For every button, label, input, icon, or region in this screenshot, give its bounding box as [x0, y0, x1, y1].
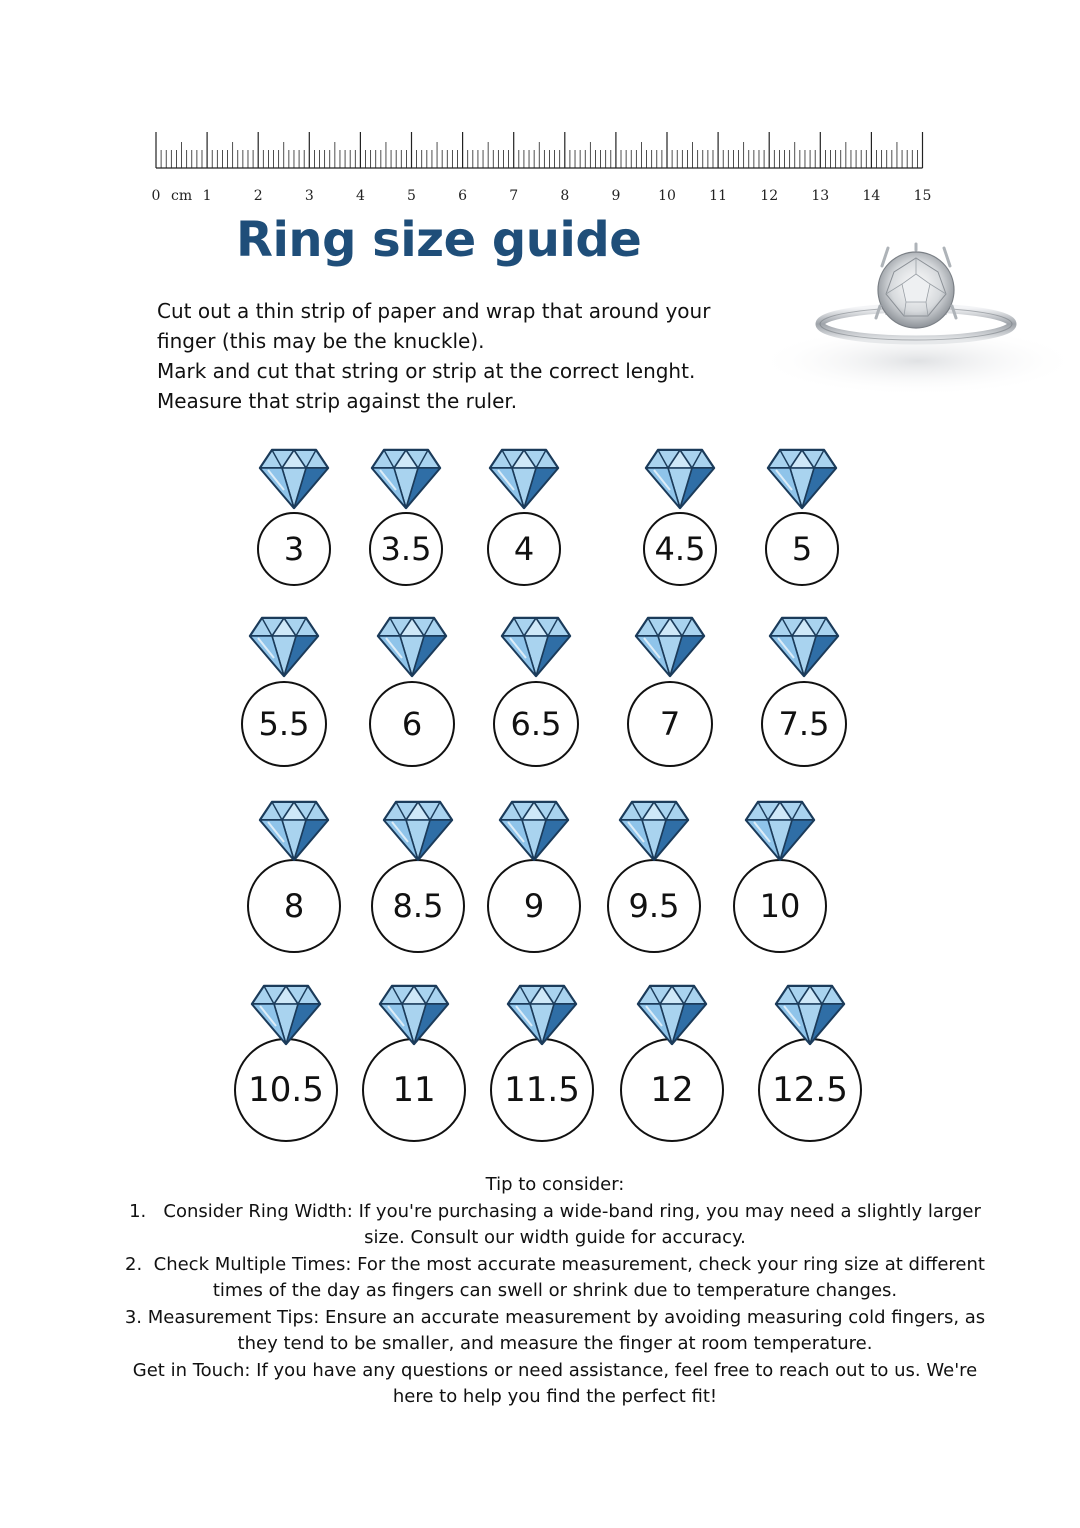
ruler-label: 3 — [304, 188, 314, 204]
diamond-icon — [378, 982, 450, 1046]
ring-size-label: 3 — [257, 512, 331, 586]
diamond-icon — [636, 982, 708, 1046]
ruler-label: 7 — [509, 188, 519, 204]
ring-size-label: 10.5 — [234, 1038, 338, 1142]
instruction-line: Cut out a thin strip of paper and wrap that around your — [157, 299, 711, 323]
ring-size-label: 9 — [487, 859, 581, 953]
ring-photo — [756, 236, 1080, 396]
diamond-icon — [766, 446, 838, 510]
ring-size-label: 12 — [620, 1038, 724, 1142]
ruler-label: 8 — [560, 188, 570, 204]
tips-section — [120, 1172, 990, 1411]
diamond-icon — [498, 798, 570, 862]
ruler-label: 2 — [253, 188, 263, 204]
ruler — [140, 120, 960, 210]
instruction-line: Mark and cut that string or strip at the correct lenght. — [157, 359, 696, 383]
ring-size-label: 11.5 — [490, 1038, 594, 1142]
tip-item: 1. Consider Ring Width: If you're purchasing a wide-band ring, you may need a slightly larger size. Consult our width guide for accuracy. — [129, 1200, 981, 1248]
ring-size-label: 10 — [733, 859, 827, 953]
diamond-icon — [258, 798, 330, 862]
ring-size-label: 6 — [369, 681, 455, 767]
tip-item: 2. Check Multiple Times: For the most accurate measurement, check your ring size at different times of the day as fingers can swell or shrink due to temperature changes. — [125, 1253, 985, 1301]
ring-size-label: 9.5 — [607, 859, 701, 953]
page-title: Ring size guide — [236, 212, 642, 268]
diamond-icon — [382, 798, 454, 862]
diamond-icon — [250, 982, 322, 1046]
ruler-unit: cm — [170, 188, 193, 204]
diamond-icon — [506, 982, 578, 1046]
tip-item: 3. Measurement Tips: Ensure an accurate measurement by avoiding measuring cold fingers, as they tend to be smaller, and measure the finger at room temperature. — [124, 1306, 986, 1354]
contact-note: Get in Touch: If you have any questions or need assistance, feel free to reach out to us. We're here to help you find the perfect fit! — [132, 1359, 978, 1407]
ruler-label: 13 — [811, 188, 830, 204]
ruler-label: 5 — [407, 188, 416, 204]
ring-size-label: 7.5 — [761, 681, 847, 767]
diamond-icon — [248, 614, 320, 678]
diamond-icon — [488, 446, 560, 510]
ruler-label: 15 — [913, 188, 932, 204]
ring-size-label: 4.5 — [643, 512, 717, 586]
diamond-icon — [634, 614, 706, 678]
instructions — [157, 296, 747, 416]
ruler-label: 11 — [709, 188, 728, 204]
ring-size-label: 7 — [627, 681, 713, 767]
ring-size-label: 12.5 — [758, 1038, 862, 1142]
ruler-label: 0 — [151, 188, 161, 204]
ruler-label: 6 — [458, 188, 468, 204]
ring-size-label: 8.5 — [371, 859, 465, 953]
tips-heading: Tip to consider: — [485, 1174, 625, 1195]
ruler-label: 4 — [355, 188, 365, 204]
ring-size-label: 5 — [765, 512, 839, 586]
instruction-line: finger (this may be the knuckle). — [157, 329, 485, 353]
diamond-icon — [744, 798, 816, 862]
ruler-label: 9 — [611, 188, 621, 204]
ring-size-label: 8 — [247, 859, 341, 953]
ring-size-label: 4 — [487, 512, 561, 586]
ring-size-label: 11 — [362, 1038, 466, 1142]
ruler-label: 14 — [862, 188, 881, 204]
diamond-icon — [376, 614, 448, 678]
diamond-icon — [774, 982, 846, 1046]
diamond-icon — [644, 446, 716, 510]
diamond-icon — [768, 614, 840, 678]
diamond-icon — [370, 446, 442, 510]
instruction-line: Measure that strip against the ruler. — [157, 389, 518, 413]
diamond-icon — [618, 798, 690, 862]
ring-size-label: 3.5 — [369, 512, 443, 586]
ruler-label: 12 — [760, 188, 779, 204]
diamond-icon — [258, 446, 330, 510]
diamond-icon — [500, 614, 572, 678]
ruler-label: 1 — [202, 188, 212, 204]
ring-size-label: 5.5 — [241, 681, 327, 767]
ruler-label: 10 — [658, 188, 676, 204]
ring-size-label: 6.5 — [493, 681, 579, 767]
